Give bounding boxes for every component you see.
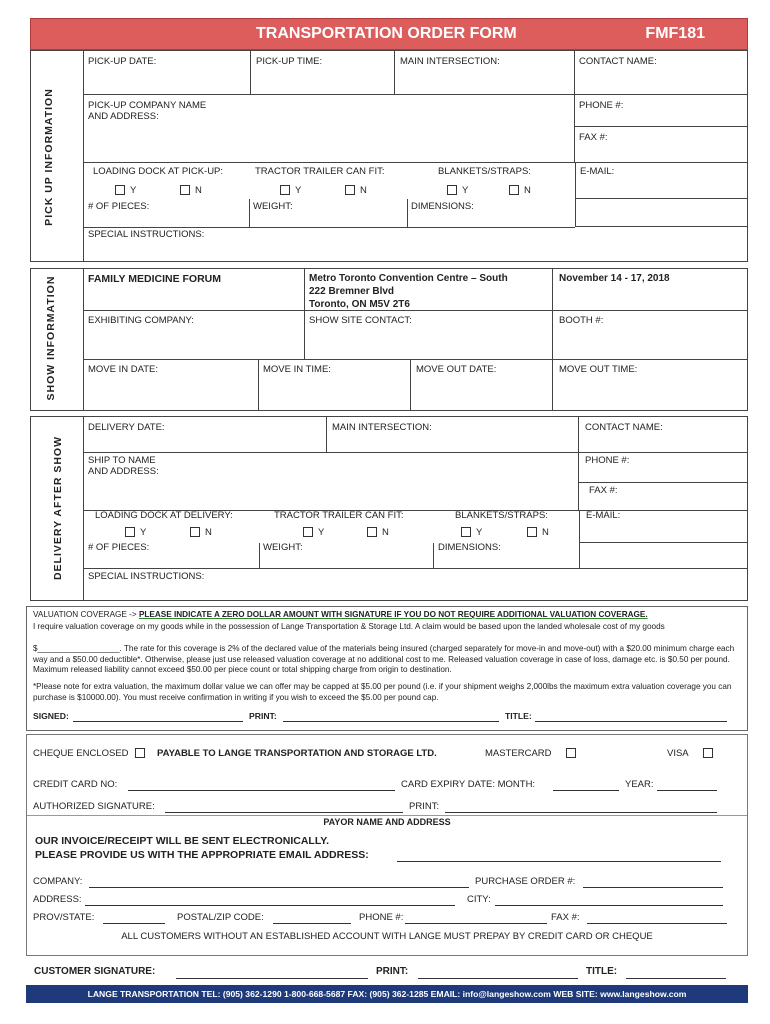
credit-card-number-line[interactable]	[128, 790, 395, 791]
form-title: TRANSPORTATION ORDER FORM	[256, 25, 517, 42]
delivery-phone-field[interactable]: PHONE #:	[579, 453, 748, 483]
visa-option[interactable]: VISA	[667, 748, 718, 759]
valuation-paragraph-3: *Please note for extra valuation, the maximum dollar value we can offer may be capped at $5.00 per pound (i.e. if your shipment weighs 2,000lbs the maximum extra valuation coverage you can purchase is $10000.00). You must receive confirmation in writing if you wish to exceed the $5.00 per pound cap.	[33, 682, 732, 702]
pickup-fax-field[interactable]: FAX #:	[575, 127, 748, 163]
delivery-special-instructions-field[interactable]: SPECIAL INSTRUCTIONS:	[88, 571, 205, 582]
customer-print-line[interactable]	[418, 978, 578, 979]
payable-note: PAYABLE TO LANGE TRANSPORTATION AND STORAGE LTD.	[157, 748, 437, 759]
delivery-pieces-field[interactable]: # OF PIECES:	[88, 542, 150, 553]
show-section-label: SHOW INFORMATION	[45, 275, 57, 401]
payor-address-line[interactable]	[85, 905, 455, 906]
expiry-month-line[interactable]	[553, 790, 619, 791]
move-out-date-field[interactable]: MOVE OUT DATE:	[411, 360, 553, 410]
delivery-weight-field[interactable]: WEIGHT:	[263, 542, 303, 553]
footer-bar: LANGE TRANSPORTATION TEL: (905) 362-1290 1-800-668-5687 FAX: (905) 362-1285 EMAIL: info@langeshow.com WEB SITE: www.langeshow.com	[26, 985, 748, 1003]
pickup-contact-name-field[interactable]: CONTACT NAME:	[575, 51, 748, 95]
move-in-date-field[interactable]: MOVE IN DATE:	[83, 360, 259, 410]
expiry-year-line[interactable]	[657, 790, 717, 791]
purchase-order-line[interactable]	[583, 887, 723, 888]
delivery-tractor-yes-checkbox[interactable]: Y	[303, 527, 324, 538]
pickup-time-field[interactable]: PICK-UP TIME:	[251, 51, 395, 95]
pickup-tractor-no-checkbox[interactable]: N	[345, 185, 367, 196]
show-event-name: FAMILY MEDICINE FORUM	[83, 269, 305, 311]
pickup-dimensions-field[interactable]: DIMENSIONS:	[411, 201, 474, 212]
delivery-tractor-no-checkbox[interactable]: N	[367, 527, 389, 538]
pickup-pieces-field[interactable]: # OF PIECES:	[88, 201, 150, 212]
valuation-signed-line[interactable]	[73, 721, 243, 722]
payor-company-line[interactable]	[89, 887, 469, 888]
delivery-fax-field[interactable]: FAX #:	[579, 483, 748, 511]
move-out-time-field[interactable]: MOVE OUT TIME:	[559, 364, 638, 375]
invoice-email-line[interactable]	[397, 861, 721, 862]
valuation-title-line[interactable]	[535, 721, 727, 722]
invoice-line-1: OUR INVOICE/RECEIPT WILL BE SENT ELECTRONICALLY.	[35, 835, 330, 847]
customer-title-line[interactable]	[626, 978, 726, 979]
payor-prov-line[interactable]	[103, 923, 165, 924]
pickup-date-field[interactable]: PICK-UP DATE:	[83, 51, 251, 95]
payment-section: CHEQUE ENCLOSED PAYABLE TO LANGE TRANSPORTATION AND STORAGE LTD. MASTERCARD VISA CREDIT CARD NO: CARD EXPIRY DATE: MONTH: YEAR: AUTHORIZED SIGNATURE: PRINT: PAYOR NAME AND ADDRESS OUR INVOICE/RECEIPT WILL BE SENT ELECTRONICALLY. PLEASE PROVIDE US WITH THE APPROPRIATE EMAIL ADDRESS: COMPANY: PURCHASE ORDER #: ADDRESS: CITY: PROV/STATE: POSTAL/ZIP CODE: PHONE #: FAX #: ALL CUSTOMERS WITHOUT AN ESTABLISHED ACCOUNT WITH LANGE MUST PREPAY BY CREDIT CARD OR CHEQUE	[26, 734, 748, 956]
delivery-dimensions-field[interactable]: DIMENSIONS:	[438, 542, 501, 553]
pickup-section-label: PICK UP INFORMATION	[43, 88, 55, 226]
valuation-paragraph-1: I require valuation coverage on my goods while in the possession of Lange Transportation & Storage Ltd. A claim would be based upon the landed wholesale cost of my goods	[33, 622, 665, 631]
authorized-signature-line[interactable]	[165, 812, 403, 813]
pickup-weight-field[interactable]: WEIGHT:	[253, 201, 293, 212]
authorized-print-line[interactable]	[445, 812, 717, 813]
pickup-main-intersection-field[interactable]: MAIN INTERSECTION:	[395, 51, 575, 95]
delivery-date-field[interactable]: DELIVERY DATE:	[83, 417, 327, 453]
booth-field[interactable]: BOOTH #:	[553, 311, 748, 360]
pickup-tractor-yes-checkbox[interactable]: Y	[280, 185, 301, 196]
invoice-line-2: PLEASE PROVIDE US WITH THE APPROPRIATE EMAIL ADDRESS:	[35, 849, 369, 861]
cheque-enclosed-option[interactable]: CHEQUE ENCLOSED	[33, 748, 150, 759]
delivery-email-field[interactable]: E-MAIL:	[579, 511, 748, 543]
pickup-company-address-field[interactable]: PICK-UP COMPANY NAME AND ADDRESS:	[83, 95, 575, 163]
valuation-notice: VALUATION COVERAGE -> PLEASE INDICATE A ZERO DOLLAR AMOUNT WITH SIGNATURE IF YOU DO NOT REQUIRE ADDITIONAL VALUATION COVERAGE.	[33, 610, 648, 619]
delivery-dock-no-checkbox[interactable]: N	[190, 527, 212, 538]
payor-postal-line[interactable]	[273, 923, 351, 924]
delivery-section-label: DELIVERY AFTER SHOW	[52, 435, 64, 581]
delivery-main-intersection-field[interactable]: MAIN INTERSECTION:	[327, 417, 579, 453]
payor-heading: PAYOR NAME AND ADDRESS	[323, 817, 451, 827]
footer-email-link[interactable]: info@langeshow.com	[462, 989, 551, 999]
delivery-section: DELIVERY AFTER SHOW DELIVERY DATE: MAIN INTERSECTION: CONTACT NAME: SHIP TO NAME AND ADDRESS: PHONE #: FAX #: LOADING DOCK AT DELIVERY: TRACTOR TRAILER CAN FIT: BLANKETS/STRAPS: Y N Y N Y N E-MAIL: # OF PIECES: WEIGHT: DIMENSIONS: SPECIAL INSTRUCTIONS:	[30, 416, 748, 601]
form-code: FMF181	[645, 25, 705, 42]
mastercard-option[interactable]: MASTERCARD	[485, 748, 581, 759]
delivery-dock-yes-checkbox[interactable]: Y	[125, 527, 146, 538]
show-section	[30, 268, 748, 411]
show-venue: Metro Toronto Convention Centre – South 222 Bremner Blvd Toronto, ON M5V 2T6	[305, 269, 553, 311]
valuation-paragraph-2: $__________________. The rate for this coverage is 2% of the declared value of the materials being insured (charged separately for move-in and move-out) with a $20.00 minimum charge each way and a $50.00 deductible*. Otherwise, please just use released valuation coverage at no additional cost to me. Released valuation coverage in case of loss, damage etc. is $0.50 per pound. Maximum released liability cannot exceed $50.00 per piece count or total shipping charge from origin to destination.	[33, 644, 735, 674]
move-in-time-field[interactable]: MOVE IN TIME:	[259, 360, 411, 410]
pickup-dock-yes-checkbox[interactable]: Y	[115, 185, 136, 196]
payor-phone-line[interactable]	[405, 923, 547, 924]
delivery-blankets-yes-checkbox[interactable]: Y	[461, 527, 482, 538]
payor-fax-line[interactable]	[587, 923, 727, 924]
show-site-contact-field[interactable]: SHOW SITE CONTACT:	[305, 311, 553, 360]
pickup-blankets-yes-checkbox[interactable]: Y	[447, 185, 468, 196]
ship-to-address-field[interactable]: SHIP TO NAME AND ADDRESS:	[83, 453, 579, 511]
pickup-special-instructions-field[interactable]: SPECIAL INSTRUCTIONS:	[88, 229, 205, 240]
pickup-blankets-no-checkbox[interactable]: N	[509, 185, 531, 196]
exhibiting-company-field[interactable]: EXHIBITING COMPANY:	[83, 311, 305, 360]
form-header	[30, 18, 748, 50]
prepay-note: ALL CUSTOMERS WITHOUT AN ESTABLISHED ACCOUNT WITH LANGE MUST PREPAY BY CREDIT CARD OR CHEQUE	[121, 931, 653, 942]
valuation-section: VALUATION COVERAGE -> PLEASE INDICATE A ZERO DOLLAR AMOUNT WITH SIGNATURE IF YOU DO NOT REQUIRE ADDITIONAL VALUATION COVERAGE. I require valuation coverage on my goods while in the possession of Lange Transportation & Storage Ltd. A claim would be based upon the landed wholesale cost of my goods $__________________. The rate for this coverage is 2% of the declared value of the materials being insured (charged separately for move-in and move-out) with a $20.00 minimum charge each way and a $50.00 deductible*. Otherwise, please just use released valuation coverage at no additional cost to me. Released valuation coverage in case of loss, damage etc. is $0.50 per pound. Maximum released liability cannot exceed $50.00 per piece count or total shipping charge from origin to destination. *Please note for extra valuation, the maximum dollar value we can offer may be capped at $5.00 per pound (i.e. if your shipment weighs 2,000lbs the maximum extra valuation coverage you can purchase is $10000.00). You must receive confirmation in writing if you wish to exceed the $5.00 per pound cap. SIGNED: PRINT: TITLE:	[26, 606, 748, 731]
pickup-email-field[interactable]: E-MAIL:	[575, 163, 748, 199]
pickup-section: PICK UP INFORMATION PICK-UP DATE: PICK-UP TIME: MAIN INTERSECTION: CONTACT NAME: PICK-UP COMPANY NAME AND ADDRESS: PHONE #: FAX #: LOADING DOCK AT PICK-UP: TRACTOR TRAILER CAN FIT: BLANKETS/STRAPS: Y N Y N Y N E-MAIL: # OF PIECES: WEIGHT: DIMENSIONS: SPECIAL INSTRUCTIONS:	[30, 50, 748, 262]
show-dates: November 14 - 17, 2018	[553, 269, 748, 311]
payor-city-line[interactable]	[495, 905, 723, 906]
delivery-blankets-no-checkbox[interactable]: N	[527, 527, 549, 538]
customer-signature-row: CUSTOMER SIGNATURE: PRINT: TITLE:	[26, 962, 748, 980]
customer-signature-line[interactable]	[176, 978, 368, 979]
pickup-phone-field[interactable]: PHONE #:	[575, 95, 748, 127]
delivery-contact-name-field[interactable]: CONTACT NAME:	[579, 417, 748, 453]
valuation-print-line[interactable]	[283, 721, 499, 722]
pickup-dock-no-checkbox[interactable]: N	[180, 185, 202, 196]
